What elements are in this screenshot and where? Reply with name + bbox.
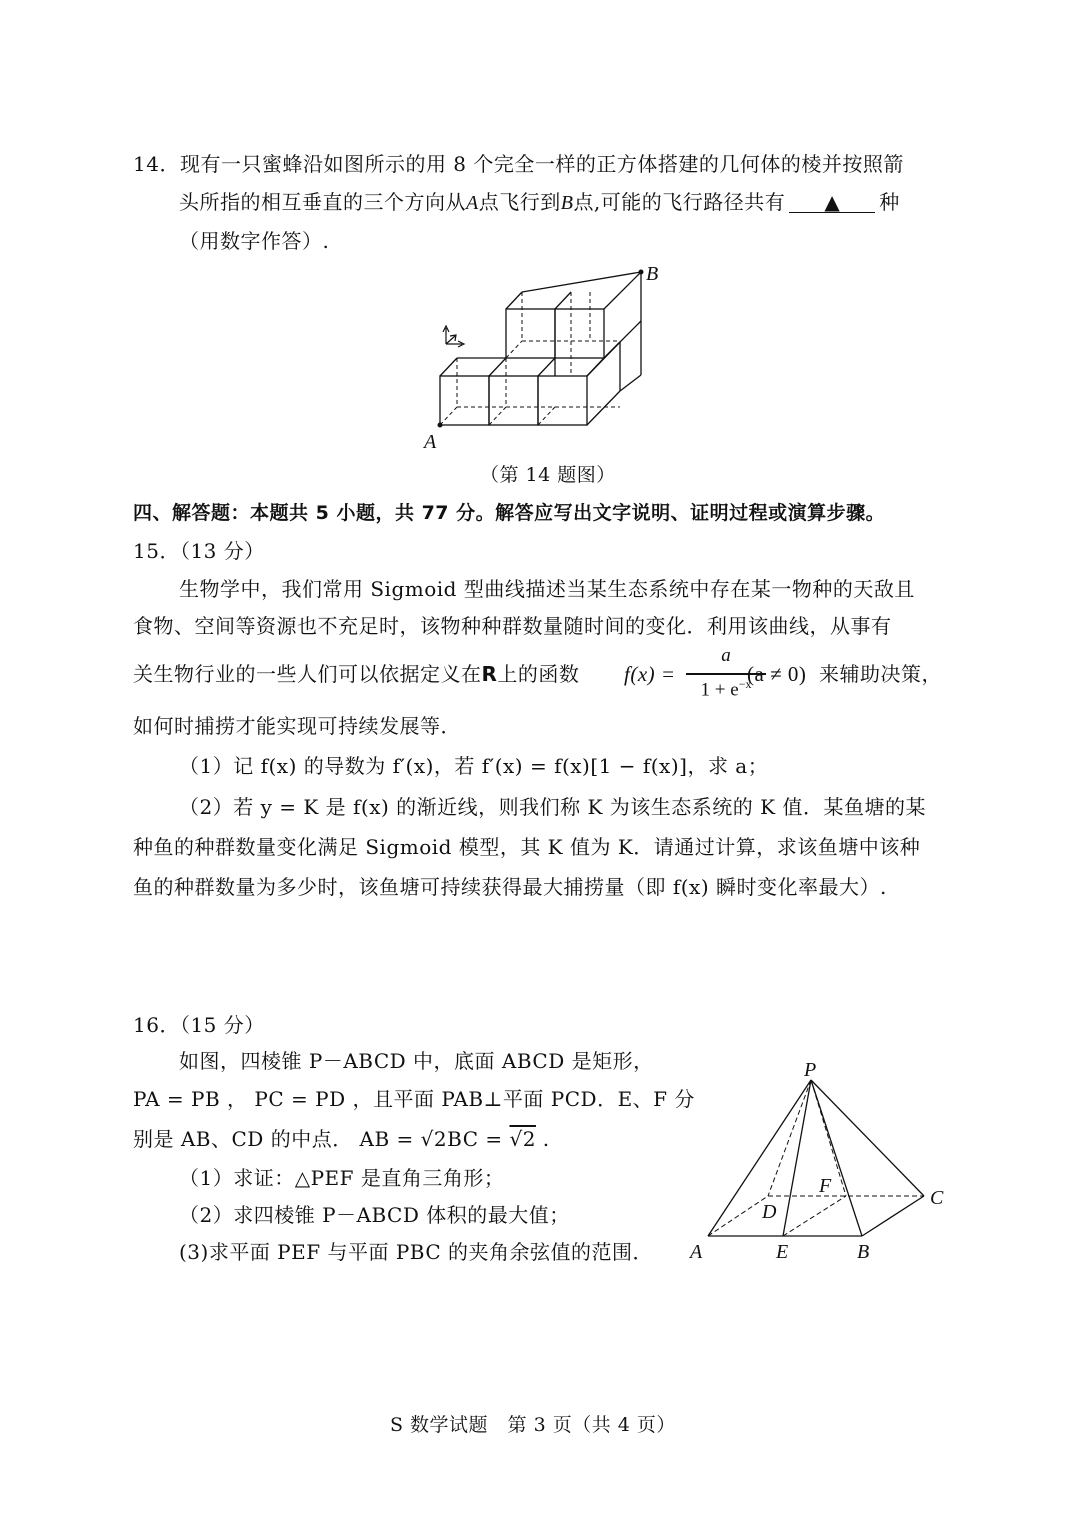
function-lhs: f(x) = <box>624 662 676 686</box>
pyramid-label-d: D <box>762 1201 777 1223</box>
pyramid-label-e: E <box>776 1241 789 1263</box>
q15-head: 15．（13 分） <box>133 539 265 563</box>
pyramid-label-p: P <box>804 1059 817 1081</box>
q15-para-1: 生物学中，我们常用 Sigmoid 型曲线描述当某生态系统中存在某一物种的天敌且 <box>179 577 915 601</box>
q14-line-3: （用数字作答）. <box>179 229 330 253</box>
q16-head: 16．（15 分） <box>133 1013 265 1037</box>
q15-para-3-a: 关生物行业的一些人们可以依据定义在 <box>133 662 482 686</box>
real-numbers-symbol: R <box>481 662 498 686</box>
pyramid-label-b: B <box>857 1241 870 1263</box>
function-condition: (a ≠ 0) <box>747 662 807 686</box>
fraction-numerator: a <box>721 645 731 666</box>
q15-para-3-b: 上的函数 <box>497 662 580 686</box>
q16-para-3-b: . <box>535 1127 550 1151</box>
q14-text-d: 种 <box>879 190 900 214</box>
q16-subquestion-1: （1）求证：△PEF 是直角三角形； <box>179 1166 505 1190</box>
pyramid-label-a: A <box>690 1241 703 1263</box>
q14-text-a: 头所指的相互垂直的三个方向从 <box>179 190 466 214</box>
q15-para-3-c: 来辅助决策， <box>819 662 942 686</box>
cube-label-a: A <box>424 431 437 453</box>
fraction-denominator: $1 + e^{-x}$ <box>700 677 752 701</box>
section-heading: 四、解答题：本题共 5 小题，共 77 分。解答应写出文字说明、证明过程或演算步骤。 <box>133 502 886 524</box>
q15-subquestion-2-line-2: 种鱼的种群数量变化满足 Sigmoid 模型，其 K 值为 K．请通过计算，求该鱼塘中该种 <box>133 835 921 859</box>
q14-text-c: 点,可能的飞行路径共有 <box>573 190 786 214</box>
q15-para-4: 如何时捕捞才能实现可持续发展等． <box>133 714 461 738</box>
q14-point-b: B <box>560 192 574 214</box>
pyramid-label-f: F <box>819 1175 832 1197</box>
q15-subquestion-2-line-1: （2）若 y = K 是 f(x) 的渐近线，则我们称 K 为该生态系统的 K 值．某鱼塘的某 <box>179 795 926 819</box>
q14-answer-blank: ▲ <box>789 192 875 213</box>
root-two: √2 <box>509 1127 536 1151</box>
q14-point-a: A <box>466 192 479 214</box>
q16-subquestion-2: （2）求四棱锥 P－ABCD 体积的最大值； <box>179 1203 570 1227</box>
q15-para-2: 食物、空间等资源也不充足时，该物种种群数量随时间的变化．利用该曲线，从事有 <box>133 614 892 638</box>
q16-subquestion-3: (3)求平面 PEF 与平面 PBC 的夹角余弦值的范围． <box>179 1240 654 1264</box>
cube-label-b: B <box>646 263 659 285</box>
q15-subquestion-1: （1）记 f(x) 的导数为 f′(x)，若 f′(x) = f(x)[1 − f(x)]，求 a； <box>179 754 769 778</box>
q14-line-1: 14．现有一只蜜蜂沿如图所示的用 8 个完全一样的正方体搭建的几何体的棱并按照箭 <box>133 152 904 176</box>
q16-para-3-a: 别是 AB、CD 的中点． AB = √2BC = <box>133 1127 510 1151</box>
q15-subquestion-2-line-3: 鱼的种群数量为多少时，该鱼塘可持续获得最大捕捞量（即 f(x) 瞬时变化率最大）. <box>133 875 887 899</box>
q16-para-1: 如图，四棱锥 P－ABCD 中，底面 ABCD 是矩形， <box>179 1049 654 1073</box>
q14-text-b: 点飞行到 <box>478 190 561 214</box>
pyramid-label-c: C <box>930 1187 944 1209</box>
q16-para-2: PA = PB ， PC = PD ，且平面 PAB⊥平面 PCD．E、F 分 <box>133 1087 695 1111</box>
exponent: −x <box>738 677 752 691</box>
q14-figure-caption: （第 14 题图） <box>480 464 616 486</box>
page-footer: S 数学试题 第 3 页（共 4 页） <box>390 1414 676 1436</box>
